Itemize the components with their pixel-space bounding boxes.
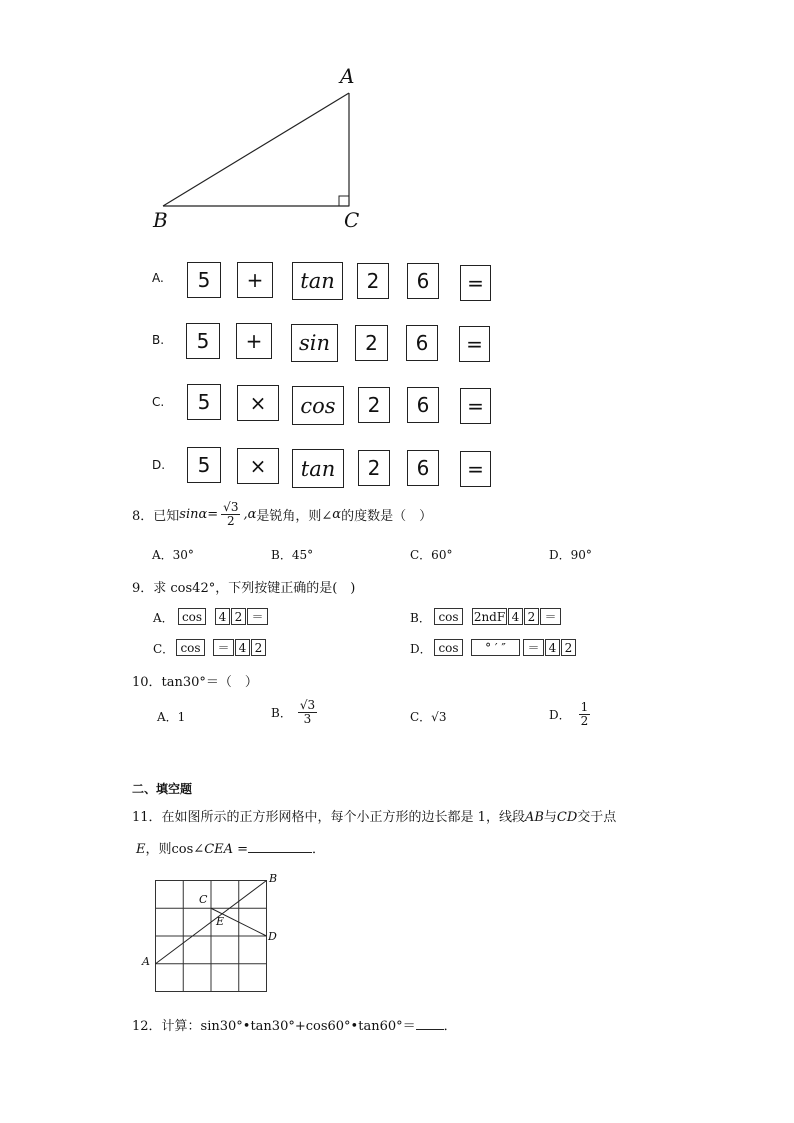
key-2: 2 [251,639,266,656]
key-equals: ＝ [213,639,234,656]
grid-label-e: E [216,915,225,928]
option-label: B. [152,333,165,347]
option-label: A. [152,271,164,285]
fraction-numerator: √3 [223,500,239,514]
side-ab [163,93,349,206]
fraction-denominator: 2 [226,514,235,528]
q9-c-label: C． [153,642,175,656]
q8-rest2: 的度数是（ ） [341,509,433,524]
key-6: 6 [406,325,438,361]
q11-line2 [136,838,325,857]
q11-text-post: 交于点 [577,810,617,825]
option-label: D. [152,458,166,472]
q11-line1 [132,806,616,825]
key-equals: = [460,451,491,487]
fraction-numerator: 1 [580,700,589,714]
key-cos: cos [434,639,463,656]
q11-and: 与 [543,810,557,825]
key-equals: ＝ [540,608,561,625]
q8-comma-alpha: ,α [243,507,257,522]
q12-period: ． [443,1019,457,1034]
key-2: 2 [357,263,389,299]
key-5: 5 [186,323,220,359]
key-cos: cos [176,639,205,656]
q10-stem: 10．tan30°＝（ ） [132,675,258,690]
key-plus: + [237,262,273,298]
q11-cd: CD [556,810,578,825]
key-cos: cos [178,608,206,625]
q8-eq: = [207,507,219,522]
option-label: D． [549,708,571,722]
key-2: 2 [358,450,390,486]
key-4: 4 [235,639,250,656]
section-heading: 二、填空题 [132,782,193,796]
option-label: B． [271,706,292,720]
q11-text-pre: 11．在如图所示的正方形网格中，每个小正方形的边长都是 1，线段 [132,810,525,825]
key-2ndf: 2ndF [473,609,506,624]
key-2: 2 [561,639,576,656]
q10-option-c: C．√3 [410,710,447,724]
key-4: 4 [215,608,230,625]
key-times: × [237,448,279,484]
key-equals: = [460,388,491,424]
right-angle-mark [339,196,349,206]
key-2: 2 [524,608,539,625]
option-label: C. [152,395,165,409]
key-tan: tan [292,262,343,300]
grid-label-c: C [199,893,208,906]
key-6: 6 [407,263,439,299]
q10-d-fraction [579,701,591,728]
key-6: 6 [407,387,439,423]
key-5: 5 [187,447,221,483]
key-equals: ＝ [523,639,544,656]
q11-ab: AB [524,810,544,825]
fraction-denominator: 3 [303,712,312,726]
q9-b-label: B． [410,611,431,625]
grid-figure [130,870,290,1000]
key-degree-minute-second: ° ′ ″ [471,639,520,656]
key-4: 4 [508,608,523,625]
q8-fraction [221,501,240,528]
key-sin: sin [291,324,338,362]
q8-num: 8．已知 [132,509,180,524]
key-times: × [237,385,279,421]
q8-stem [132,501,432,528]
key-4: 4 [545,639,560,656]
q11-cos: cos∠ [171,842,205,857]
grid-label-a: A [142,955,150,968]
q11-eq: = [233,842,249,857]
key-2: 2 [355,325,388,361]
key-6: 6 [407,450,439,486]
vertex-label-a: A [340,64,355,88]
square-grid [156,881,267,992]
key-2: 2 [358,387,390,423]
q8-rest1: 是锐角，则∠ [256,509,333,524]
q8-alpha: α [198,507,208,522]
q11-period: ． [312,842,326,857]
q10-b-fraction [298,699,317,726]
key-5: 5 [187,384,221,420]
q9-d-label: D． [410,642,432,656]
key-5: 5 [187,262,221,298]
answer-blank[interactable] [416,1019,444,1030]
vertex-label-c: C [344,208,360,232]
q11-cea: CEA [204,842,234,857]
q10-option-a: A．1 [157,710,186,724]
vertex-label-b: B [153,208,168,232]
q8-alpha2: α [332,507,342,522]
q8-option-c: C．60° [410,548,453,562]
key-cos: cos [292,386,344,425]
fraction-denominator: 2 [580,714,589,728]
q8-option-a: A．30° [152,548,194,562]
q8-option-b: B．45° [271,548,314,562]
key-2: 2 [231,608,246,625]
q9-a-label: A． [153,611,174,625]
q12-text: 12．计算：sin30°•tan30°+cos60°•tan60°＝ [132,1019,416,1034]
q11-then: ，则 [145,842,172,857]
key-equals: = [459,326,490,362]
key-tan: tan [292,449,344,488]
q9-stem: 9．求 cos42°，下列按键正确的是( ) [132,581,356,596]
q10-option-b [271,699,317,726]
q12-stem [132,1015,457,1034]
q11-e: E [136,842,146,857]
q8-sin: sin [179,507,199,522]
q8-option-d: D．90° [549,548,592,562]
answer-blank[interactable] [248,840,312,853]
q10-option-d [549,701,590,728]
key-equals: ＝ [247,608,268,625]
key-equals: = [460,265,491,301]
key-cos: cos [434,608,463,625]
grid-label-b: B [269,872,278,885]
grid-label-d: D [268,930,277,943]
fraction-numerator: √3 [299,698,316,712]
key-plus: + [236,323,272,359]
